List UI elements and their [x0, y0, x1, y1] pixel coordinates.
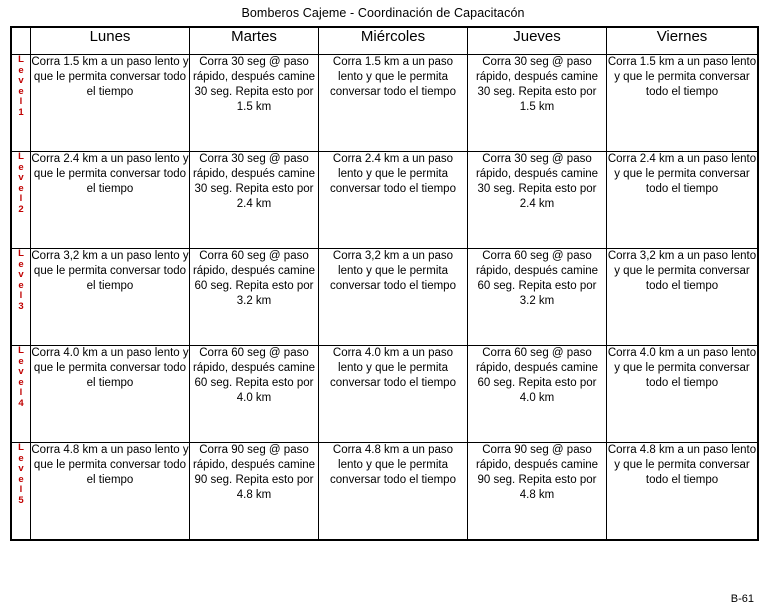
column-header-miercoles: Miércoles [319, 27, 468, 55]
page-number: B-61 [730, 593, 754, 605]
level-letter: L [18, 151, 24, 162]
level-letter: e [18, 473, 24, 485]
workout-cell: Corra 2.4 km a un paso lento y que le permita conversar todo el tiempo [319, 152, 468, 249]
level-letter: v [18, 366, 24, 377]
level-label-1 [11, 55, 31, 152]
level-letter: L [18, 248, 24, 259]
column-header-martes: Martes [190, 27, 319, 55]
level-column-header [11, 27, 31, 55]
table-body [11, 55, 758, 541]
workout-cell: Corra 90 seg @ paso rápido, después camine 90 seg. Repita esto por 4.8 km [190, 443, 319, 541]
workout-cell: Corra 60 seg @ paso rápido, después camine 60 seg. Repita esto por 3.2 km [190, 249, 319, 346]
level-number: 1 [18, 106, 24, 118]
workout-cell: Corra 4.0 km a un paso lento y que le permita conversar todo el tiempo [607, 346, 759, 443]
level-letter: l [19, 193, 23, 204]
workout-cell: Corra 90 seg @ paso rápido, después camine 90 seg. Repita esto por 4.8 km [468, 443, 607, 541]
training-schedule-table [10, 26, 759, 541]
level-label-2 [11, 152, 31, 249]
level-letter: v [18, 269, 24, 280]
level-label-5 [11, 443, 31, 541]
workout-cell: Corra 1.5 km a un paso lento y que le permita conversar todo el tiempo [31, 55, 190, 152]
level-letter: v [18, 172, 24, 183]
column-header-jueves: Jueves [468, 27, 607, 55]
level-number: 5 [18, 494, 24, 506]
table-header [11, 27, 758, 55]
workout-cell: Corra 4.8 km a un paso lento y que le permita conversar todo el tiempo [607, 443, 759, 541]
level-letter: l [19, 96, 23, 107]
level-label-4 [11, 346, 31, 443]
workout-cell: Corra 4.8 km a un paso lento y que le permita conversar todo el tiempo [31, 443, 190, 541]
workout-cell: Corra 3,2 km a un paso lento y que le permita conversar todo el tiempo [319, 249, 468, 346]
level-letter: e [18, 279, 24, 291]
level-letter: e [18, 161, 24, 173]
level-label-3 [11, 249, 31, 346]
column-header-lunes: Lunes [31, 27, 190, 55]
level-letter: e [18, 64, 24, 76]
workout-cell: Corra 3,2 km a un paso lento y que le permita conversar todo el tiempo [607, 249, 759, 346]
workout-cell: Corra 1.5 km a un paso lento y que le permita conversar todo el tiempo [607, 55, 759, 152]
workout-cell: Corra 4.8 km a un paso lento y que le permita conversar todo el tiempo [319, 443, 468, 541]
level-number: 4 [18, 397, 24, 409]
level-number: 2 [18, 203, 24, 215]
table-header-row [11, 27, 758, 55]
workout-cell: Corra 3,2 km a un paso lento y que le permita conversar todo el tiempo [31, 249, 190, 346]
workout-cell: Corra 30 seg @ paso rápido, después camine 30 seg. Repita esto por 1.5 km [190, 55, 319, 152]
workout-cell: Corra 4.0 km a un paso lento y que le permita conversar todo el tiempo [31, 346, 190, 443]
level-letter: e [18, 452, 24, 464]
page-title: Bomberos Cajeme - Coordinación de Capacitacón [241, 6, 525, 20]
table-row [11, 55, 758, 152]
level-letter: L [18, 54, 24, 65]
level-letter: L [18, 442, 24, 453]
workout-cell: Corra 4.0 km a un paso lento y que le permita conversar todo el tiempo [319, 346, 468, 443]
level-letter: L [18, 345, 24, 356]
level-letter: v [18, 75, 24, 86]
level-number: 3 [18, 300, 24, 312]
table-row [11, 443, 758, 541]
level-letter: e [18, 376, 24, 388]
table-row [11, 152, 758, 249]
table-row [11, 346, 758, 443]
workout-cell: Corra 30 seg @ paso rápido, después camine 30 seg. Repita esto por 2.4 km [468, 152, 607, 249]
workout-cell: Corra 60 seg @ paso rápido, después camine 60 seg. Repita esto por 4.0 km [190, 346, 319, 443]
workout-cell: Corra 30 seg @ paso rápido, después camine 30 seg. Repita esto por 2.4 km [190, 152, 319, 249]
table-row [11, 249, 758, 346]
schedule-table-container [0, 26, 766, 541]
column-header-viernes: Viernes [607, 27, 759, 55]
level-letter: e [18, 355, 24, 367]
level-letter: l [19, 290, 23, 301]
level-letter: l [19, 484, 23, 495]
workout-cell: Corra 60 seg @ paso rápido, después camine 60 seg. Repita esto por 3.2 km [468, 249, 607, 346]
level-letter: e [18, 182, 24, 194]
workout-cell: Corra 1.5 km a un paso lento y que le permita conversar todo el tiempo [319, 55, 468, 152]
level-letter: v [18, 463, 24, 474]
workout-cell: Corra 60 seg @ paso rápido, después camine 60 seg. Repita esto por 4.0 km [468, 346, 607, 443]
workout-cell: Corra 2.4 km a un paso lento y que le permita conversar todo el tiempo [607, 152, 759, 249]
workout-cell: Corra 2.4 km a un paso lento y que le permita conversar todo el tiempo [31, 152, 190, 249]
level-letter: e [18, 85, 24, 97]
level-letter: l [19, 387, 23, 398]
workout-cell: Corra 30 seg @ paso rápido, después camine 30 seg. Repita esto por 1.5 km [468, 55, 607, 152]
level-letter: e [18, 258, 24, 270]
